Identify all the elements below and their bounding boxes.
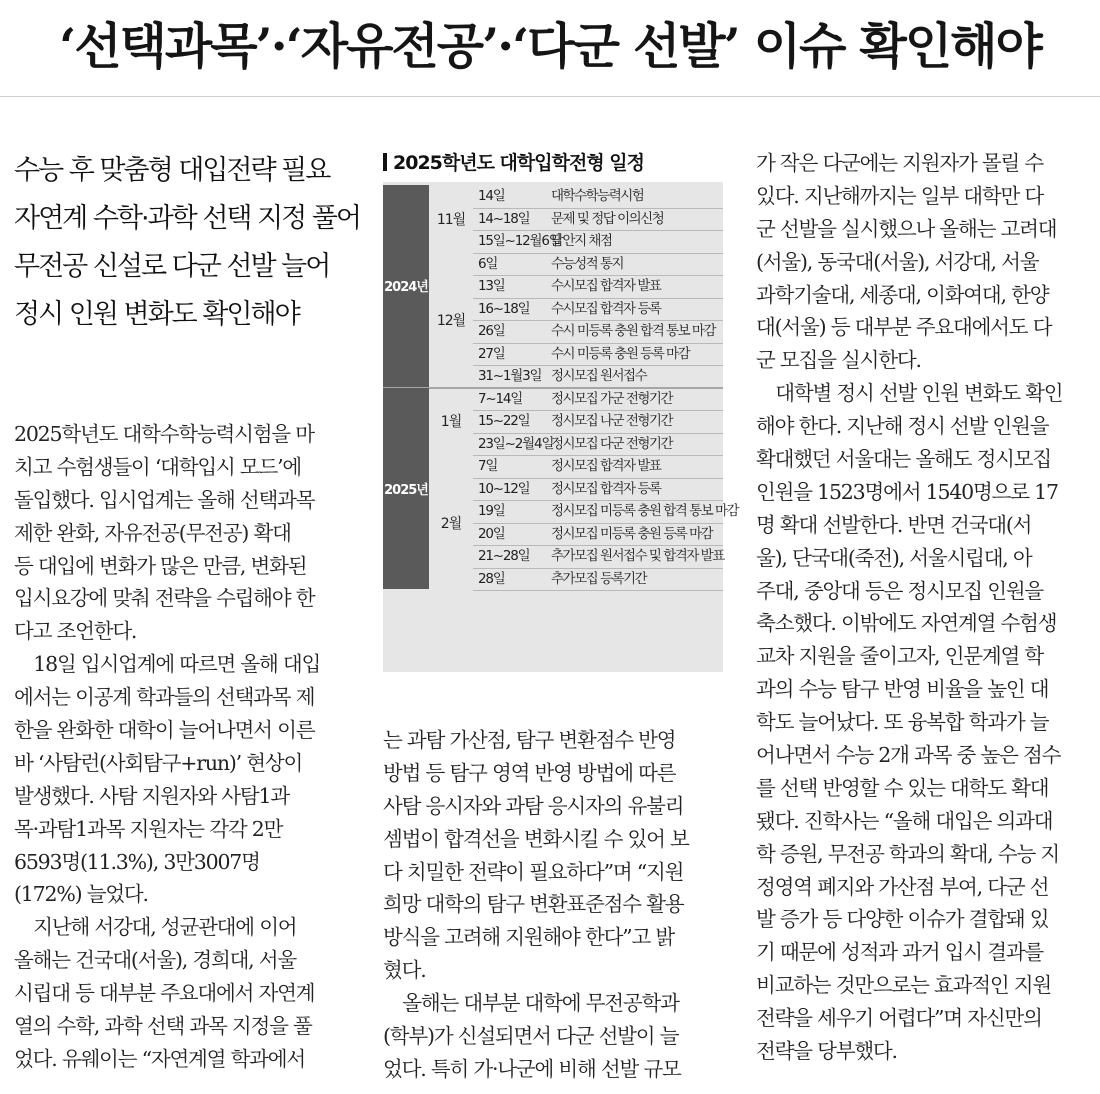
- article-line: 었다. 특히 가·나군에 비해 선발 규모: [383, 1056, 681, 1081]
- schedule-event: 정시모집 합격자 등록: [551, 480, 661, 497]
- schedule-date: 13일: [478, 278, 505, 294]
- article-line: 울), 단국대(죽전), 서울시립대, 아: [756, 545, 1032, 570]
- article-line: 방식을 고려해 지원해야 한다”고 밝: [383, 925, 674, 950]
- article-line: 발생했다. 사탐 지원자와 사탐1과: [14, 783, 289, 808]
- schedule-date: 7~14일: [478, 390, 523, 407]
- schedule-title: [383, 148, 723, 175]
- article-column-3: [756, 147, 1094, 1068]
- article-line: 대학별 정시 선발 인원 변화도 확인: [756, 381, 1063, 406]
- schedule-event: 수시 미등록 충원 합격 통보 마감: [551, 323, 715, 339]
- article-line: 있다. 지난해까지는 일부 대학만 다: [756, 183, 1044, 208]
- article-line: 축소했다. 이밖에도 자연계열 수험생: [756, 611, 1057, 636]
- article-line: 올해는 건국대(서울), 경희대, 서울: [14, 948, 297, 973]
- schedule-row: [473, 320, 723, 344]
- article-line: 기 때문에 성적과 과거 입시 결과를: [756, 940, 1044, 965]
- article-line: 대(서울) 등 대부분 주요대에서도 다: [756, 315, 1052, 340]
- article-line: 목·과탐1과목 지원자는 각각 2만: [14, 816, 283, 841]
- schedule-event: 정시모집 다군 전형기간: [551, 435, 672, 452]
- article-line: 희망 대학의 탐구 변환표준점수 활용: [383, 892, 684, 917]
- headline: ‘선택과목’·‘자유전공’·‘다군 선발’ 이슈 확인해야: [59, 17, 1041, 75]
- schedule-row: [473, 208, 723, 232]
- schedule-row: [473, 185, 723, 209]
- schedule-row: [473, 343, 723, 367]
- schedule-event: 대학수학능력시험: [551, 188, 644, 204]
- schedule-month: 2월: [440, 515, 462, 532]
- schedule-event: 문제 및 정답 이의신청: [551, 210, 664, 227]
- schedule-row: [473, 500, 739, 524]
- schedule-title-text: 2025학년도 대학입학전형 일정: [393, 152, 645, 174]
- article-line: 과학기술대, 세종대, 이화여대, 한양: [756, 282, 1049, 307]
- schedule-row: [473, 253, 723, 277]
- article-line: (172%) 늘었다.: [14, 882, 148, 907]
- article-line: 등 대입에 변화가 많은 만큼, 변화된: [14, 553, 307, 578]
- article-column-2: [383, 724, 723, 1086]
- article-line: 가 작은 다군에는 지원자가 몰릴 수: [756, 151, 1044, 175]
- article-line: 었다. 유웨이는 “자연계열 학과에서: [14, 1046, 305, 1071]
- schedule-date: 10~12일: [478, 480, 530, 497]
- article-line: 제한 완화, 자유전공(무전공) 확대: [14, 520, 291, 545]
- article-line: 시립대 등 대부분 주요대에서 자연계: [14, 981, 315, 1006]
- schedule-event: 정시모집 원서접수: [551, 368, 647, 384]
- article-line: 한을 완화한 대학이 늘어나면서 이른: [14, 718, 315, 743]
- article-line: 군 모집을 실시한다.: [756, 348, 921, 373]
- schedule-event: 정시모집 나군 전형기간: [551, 413, 672, 429]
- schedule-event: 추가모집 원서접수 및 합격자 발표: [551, 548, 724, 564]
- schedule-year: 2025년: [383, 388, 429, 590]
- article-line: 어나면서 수능 2개 과목 중 높은 점수: [756, 743, 1061, 768]
- schedule-month: 12월: [436, 313, 466, 329]
- subheadline: 자연계 수학·과학 선택 지정 풀어: [14, 203, 360, 234]
- article-line: 학 증원, 무전공 학과의 확대, 수능 지: [756, 841, 1059, 866]
- schedule-month: 1월: [440, 414, 462, 431]
- schedule-event: 수시모집 합격자 등록: [551, 300, 661, 317]
- schedule-month: 11월: [436, 211, 466, 228]
- article-line: 에서는 이공계 학과들의 선택과목 제: [14, 685, 315, 710]
- schedule-date: 27일: [478, 345, 505, 362]
- article-line: 바 ‘사탐런(사회탐구+run)’ 현상이: [14, 750, 303, 775]
- schedule-event: 수능성적 통지: [551, 255, 624, 272]
- schedule-date: 6일: [478, 255, 498, 272]
- schedule-row: [473, 388, 723, 412]
- subheadline: 정시 인원 변화도 확인해야: [14, 299, 299, 330]
- schedule-row: [473, 365, 723, 389]
- schedule-event: 답안지 채점: [551, 233, 612, 249]
- subheadline: 무전공 신설로 다군 선발 늘어: [14, 251, 330, 282]
- title-bar-icon: [383, 153, 387, 171]
- schedule-date: 20일: [478, 525, 505, 542]
- schedule-date: 31~1월3일: [478, 368, 542, 384]
- schedule-date: 26일: [478, 323, 505, 339]
- article-line: 열의 수학, 과학 선택 과목 지정을 풀: [14, 1014, 312, 1039]
- schedule-row: [473, 545, 723, 569]
- article-line: 6593명(11.3%), 3만3007명: [14, 849, 260, 874]
- article-line: 다고 조언한다.: [14, 619, 137, 644]
- schedule-event: 정시모집 미등록 충원 합격 통보 마감: [551, 503, 739, 519]
- article-line: 전략을 당부했다.: [756, 1039, 897, 1064]
- article-line: 주대, 중앙대 등은 정시모집 인원을: [756, 578, 1044, 603]
- article-line: 인원을 1523명에서 1540명으로 17: [756, 479, 1058, 504]
- article-line: 발 증가 등 다양한 이슈가 결합돼 있: [756, 907, 1049, 932]
- article-line: 군 선발을 실시했으나 올해는 고려대: [756, 216, 1057, 241]
- article-line: 됐다. 진학사는 “올해 대입은 의과대: [756, 808, 1053, 833]
- article-line: (서울), 동국대(서울), 서강대, 서울: [756, 249, 1039, 274]
- article-line: 확대했던 서울대는 올해도 정시모집: [756, 447, 1051, 472]
- article-line: 올해는 대부분 대학에 무전공학과: [383, 991, 679, 1016]
- schedule-date: 16~18일: [478, 300, 530, 317]
- schedule-date: 14~18일: [478, 210, 530, 227]
- schedule-date: 15~22일: [478, 413, 530, 429]
- schedule-year: 2024년: [383, 185, 429, 387]
- article-line: 입시요강에 맞춰 전략을 수립해야 한: [14, 586, 315, 611]
- subheadline-block: [14, 147, 366, 339]
- article-line: 비교하는 것만으로는 효과적인 지원: [756, 973, 1051, 998]
- schedule-date: 28일: [478, 570, 505, 587]
- article-line: 지난해 서강대, 성균관대에 이어: [14, 915, 297, 940]
- schedule-date: 23일~2월4일: [478, 435, 554, 452]
- article-line: 교차 지원을 줄이고자, 인문계열 학: [756, 644, 1044, 669]
- schedule-event: 수시모집 합격자 발표: [551, 278, 661, 294]
- article-line: 18일 입시업계에 따르면 올해 대입: [14, 652, 321, 677]
- divider: [0, 96, 1100, 97]
- subheadline: 수능 후 맞춤형 대입전략 필요: [14, 155, 330, 186]
- article-line: 명 확대 선발한다. 반면 건국대(서: [756, 512, 1032, 537]
- article-line: 해야 한다. 지난해 정시 선발 인원을: [756, 414, 1049, 439]
- schedule-date: 7일: [478, 458, 498, 474]
- schedule-date: 14일: [478, 188, 505, 204]
- schedule-event: 추가모집 등록기간: [551, 570, 647, 587]
- article-line: 전략을 세우기 어렵다”며 자신만의: [756, 1006, 1042, 1031]
- schedule-row: [473, 298, 723, 322]
- article-line: (학부)가 신설되면서 다군 선발이 늘: [383, 1024, 679, 1049]
- schedule-row: [473, 410, 723, 434]
- schedule-row: [473, 455, 723, 479]
- article-line: 를 선택 반영할 수 있는 대학도 확대: [756, 775, 1049, 800]
- article-line: 방법 등 탐구 영역 반영 방법에 따른: [383, 760, 676, 785]
- schedule-event: 수시 미등록 충원 등록 마감: [551, 345, 690, 362]
- article-line: 학도 늘어났다. 또 융복합 학과가 늘: [756, 710, 1049, 735]
- schedule-date: 21~28일: [478, 548, 530, 564]
- article-column-1: [14, 418, 369, 1076]
- schedule-row: [473, 523, 723, 547]
- schedule-row: [473, 275, 723, 299]
- schedule-event: 정시모집 합격자 발표: [551, 458, 661, 474]
- article-line: 2025학년도 대학수학능력시험을 마: [14, 422, 314, 446]
- article-line: 돌입했다. 입시업계는 올해 선택과목: [14, 487, 315, 512]
- article-line: 사탐 응시자와 과탐 응시자의 유불리: [383, 793, 684, 818]
- schedule-table: [383, 182, 739, 672]
- schedule-row: [473, 433, 723, 457]
- schedule-date: 19일: [478, 503, 505, 519]
- article-line: 다 치밀한 전략이 필요하다”며 “지원: [383, 859, 684, 884]
- schedule-event: 정시모집 가군 전형기간: [551, 390, 672, 407]
- article-line: 혔다.: [383, 958, 426, 983]
- schedule-date: 15일~12월6일: [478, 233, 561, 249]
- article-line: 셈법이 합격선을 변화시킬 수 있어 보: [383, 826, 689, 851]
- article-line: 과의 수능 탐구 반영 비율을 높인 대: [756, 677, 1049, 702]
- schedule-event: 정시모집 미등록 충원 등록 마감: [551, 525, 713, 542]
- schedule-row: [473, 478, 723, 502]
- article-line: 정영역 폐지와 가산점 부여, 다군 선: [756, 874, 1049, 899]
- schedule-row: [473, 230, 723, 254]
- schedule-row: [473, 568, 723, 592]
- article-line: 치고 수험생들이 ‘대학입시 모드’에: [14, 454, 302, 479]
- article-line: 는 과탐 가산점, 탐구 변환점수 반영: [383, 728, 676, 752]
